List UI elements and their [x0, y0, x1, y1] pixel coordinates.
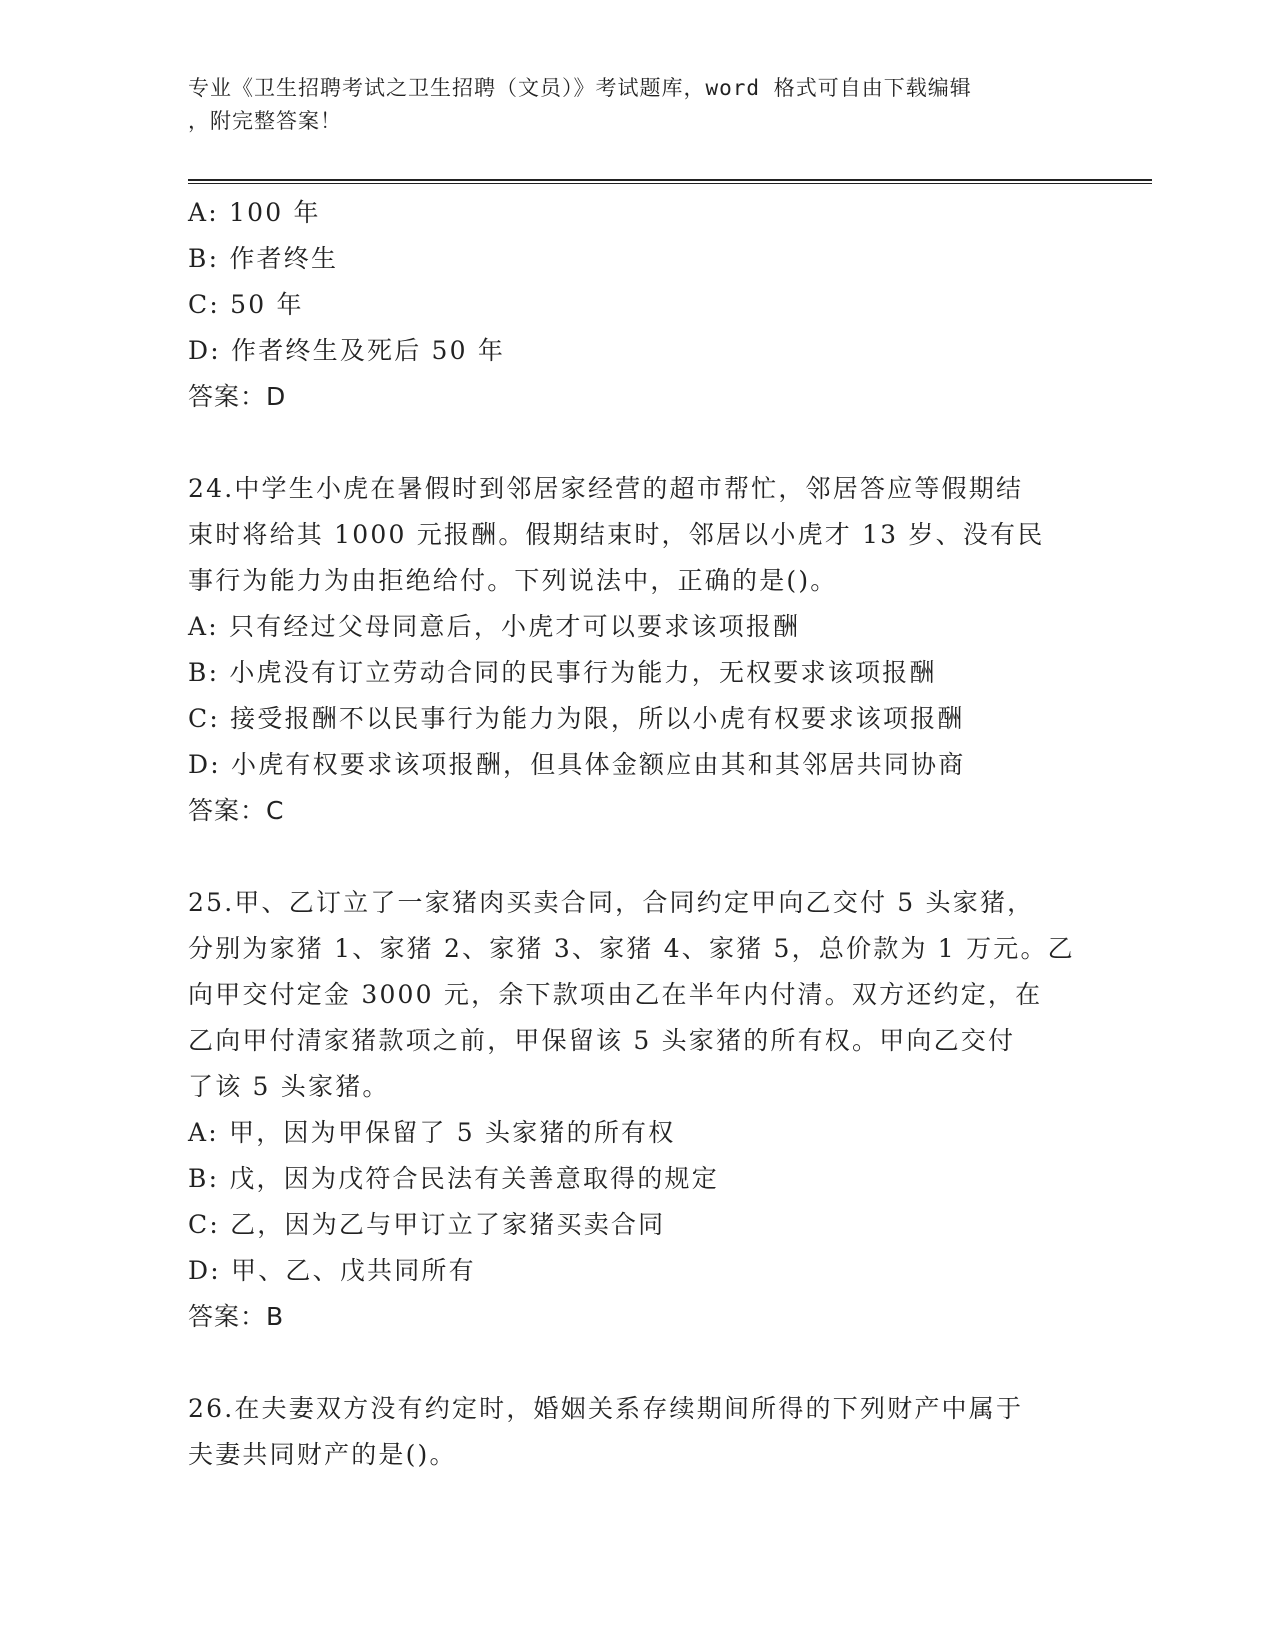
- question-content: [188, 190, 1088, 1478]
- question-stem-line: 26.在夫妻双方没有约定时，婚姻关系存续期间所得的下列财产中属于: [188, 1394, 1024, 1423]
- header-line-1: 专业《卫生招聘考试之卫生招聘（文员）》考试题库，word 格式可自由下载编辑: [188, 76, 972, 100]
- header-rule-thick: [188, 179, 1152, 181]
- question-stem-line: 向甲交付定金 3000 元，余下款项由乙在半年内付清。双方还约定，在: [188, 980, 1043, 1009]
- question-stem-line: 25.甲、乙订立了一家猪肉买卖合同，合同约定甲向乙交付 5 头家猪，: [188, 888, 1035, 917]
- question-stem-line: 了该 5 头家猪。: [188, 1072, 390, 1101]
- option-a: A: 100 年: [188, 198, 321, 227]
- answer-23: 答案：D: [188, 382, 287, 411]
- question-24: [188, 466, 1088, 834]
- option-a: A: 甲，因为甲保留了 5 头家猪的所有权: [188, 1118, 676, 1147]
- question-23-options: [188, 190, 1088, 420]
- option-c: C: 接受报酬不以民事行为能力为限，所以小虎有权要求该项报酬: [188, 704, 965, 733]
- question-26: [188, 1386, 1088, 1478]
- option-b: B: 小虎没有订立劳动合同的民事行为能力，无权要求该项报酬: [188, 658, 937, 687]
- answer-25: 答案：B: [188, 1302, 285, 1331]
- question-stem-line: 事行为能力为由拒绝给付。下列说法中，正确的是()。: [188, 566, 838, 595]
- option-d: D: 甲、乙、戊共同所有: [188, 1256, 476, 1285]
- option-b: B: 戊，因为戊符合民法有关善意取得的规定: [188, 1164, 719, 1193]
- question-stem-line: 乙向甲付清家猪款项之前，甲保留该 5 头家猪的所有权。甲向乙交付: [188, 1026, 1016, 1055]
- page-header: [188, 72, 1088, 138]
- question-25: [188, 880, 1088, 1340]
- option-d: D: 作者终生及死后 50 年: [188, 336, 506, 365]
- header-rule-thin: [188, 183, 1152, 184]
- answer-24: 答案：C: [188, 796, 285, 825]
- option-c: C: 50 年: [188, 290, 304, 319]
- option-a: A: 只有经过父母同意后，小虎才可以要求该项报酬: [188, 612, 801, 641]
- option-b: B: 作者终生: [188, 244, 339, 273]
- question-stem-line: 夫妻共同财产的是()。: [188, 1440, 457, 1469]
- question-stem-line: 24.中学生小虎在暑假时到邻居家经营的超市帮忙，邻居答应等假期结: [188, 474, 1024, 503]
- header-line-2: ，附完整答案！: [188, 109, 342, 133]
- question-stem-line: 分别为家猪 1、家猪 2、家猪 3、家猪 4、家猪 5，总价款为 1 万元。乙: [188, 934, 1075, 963]
- option-c: C: 乙，因为乙与甲订立了家猪买卖合同: [188, 1210, 666, 1239]
- question-stem-line: 束时将给其 1000 元报酬。假期结束时，邻居以小虎才 13 岁、没有民: [188, 520, 1045, 549]
- option-d: D: 小虎有权要求该项报酬，但具体金额应由其和其邻居共同协商: [188, 750, 966, 779]
